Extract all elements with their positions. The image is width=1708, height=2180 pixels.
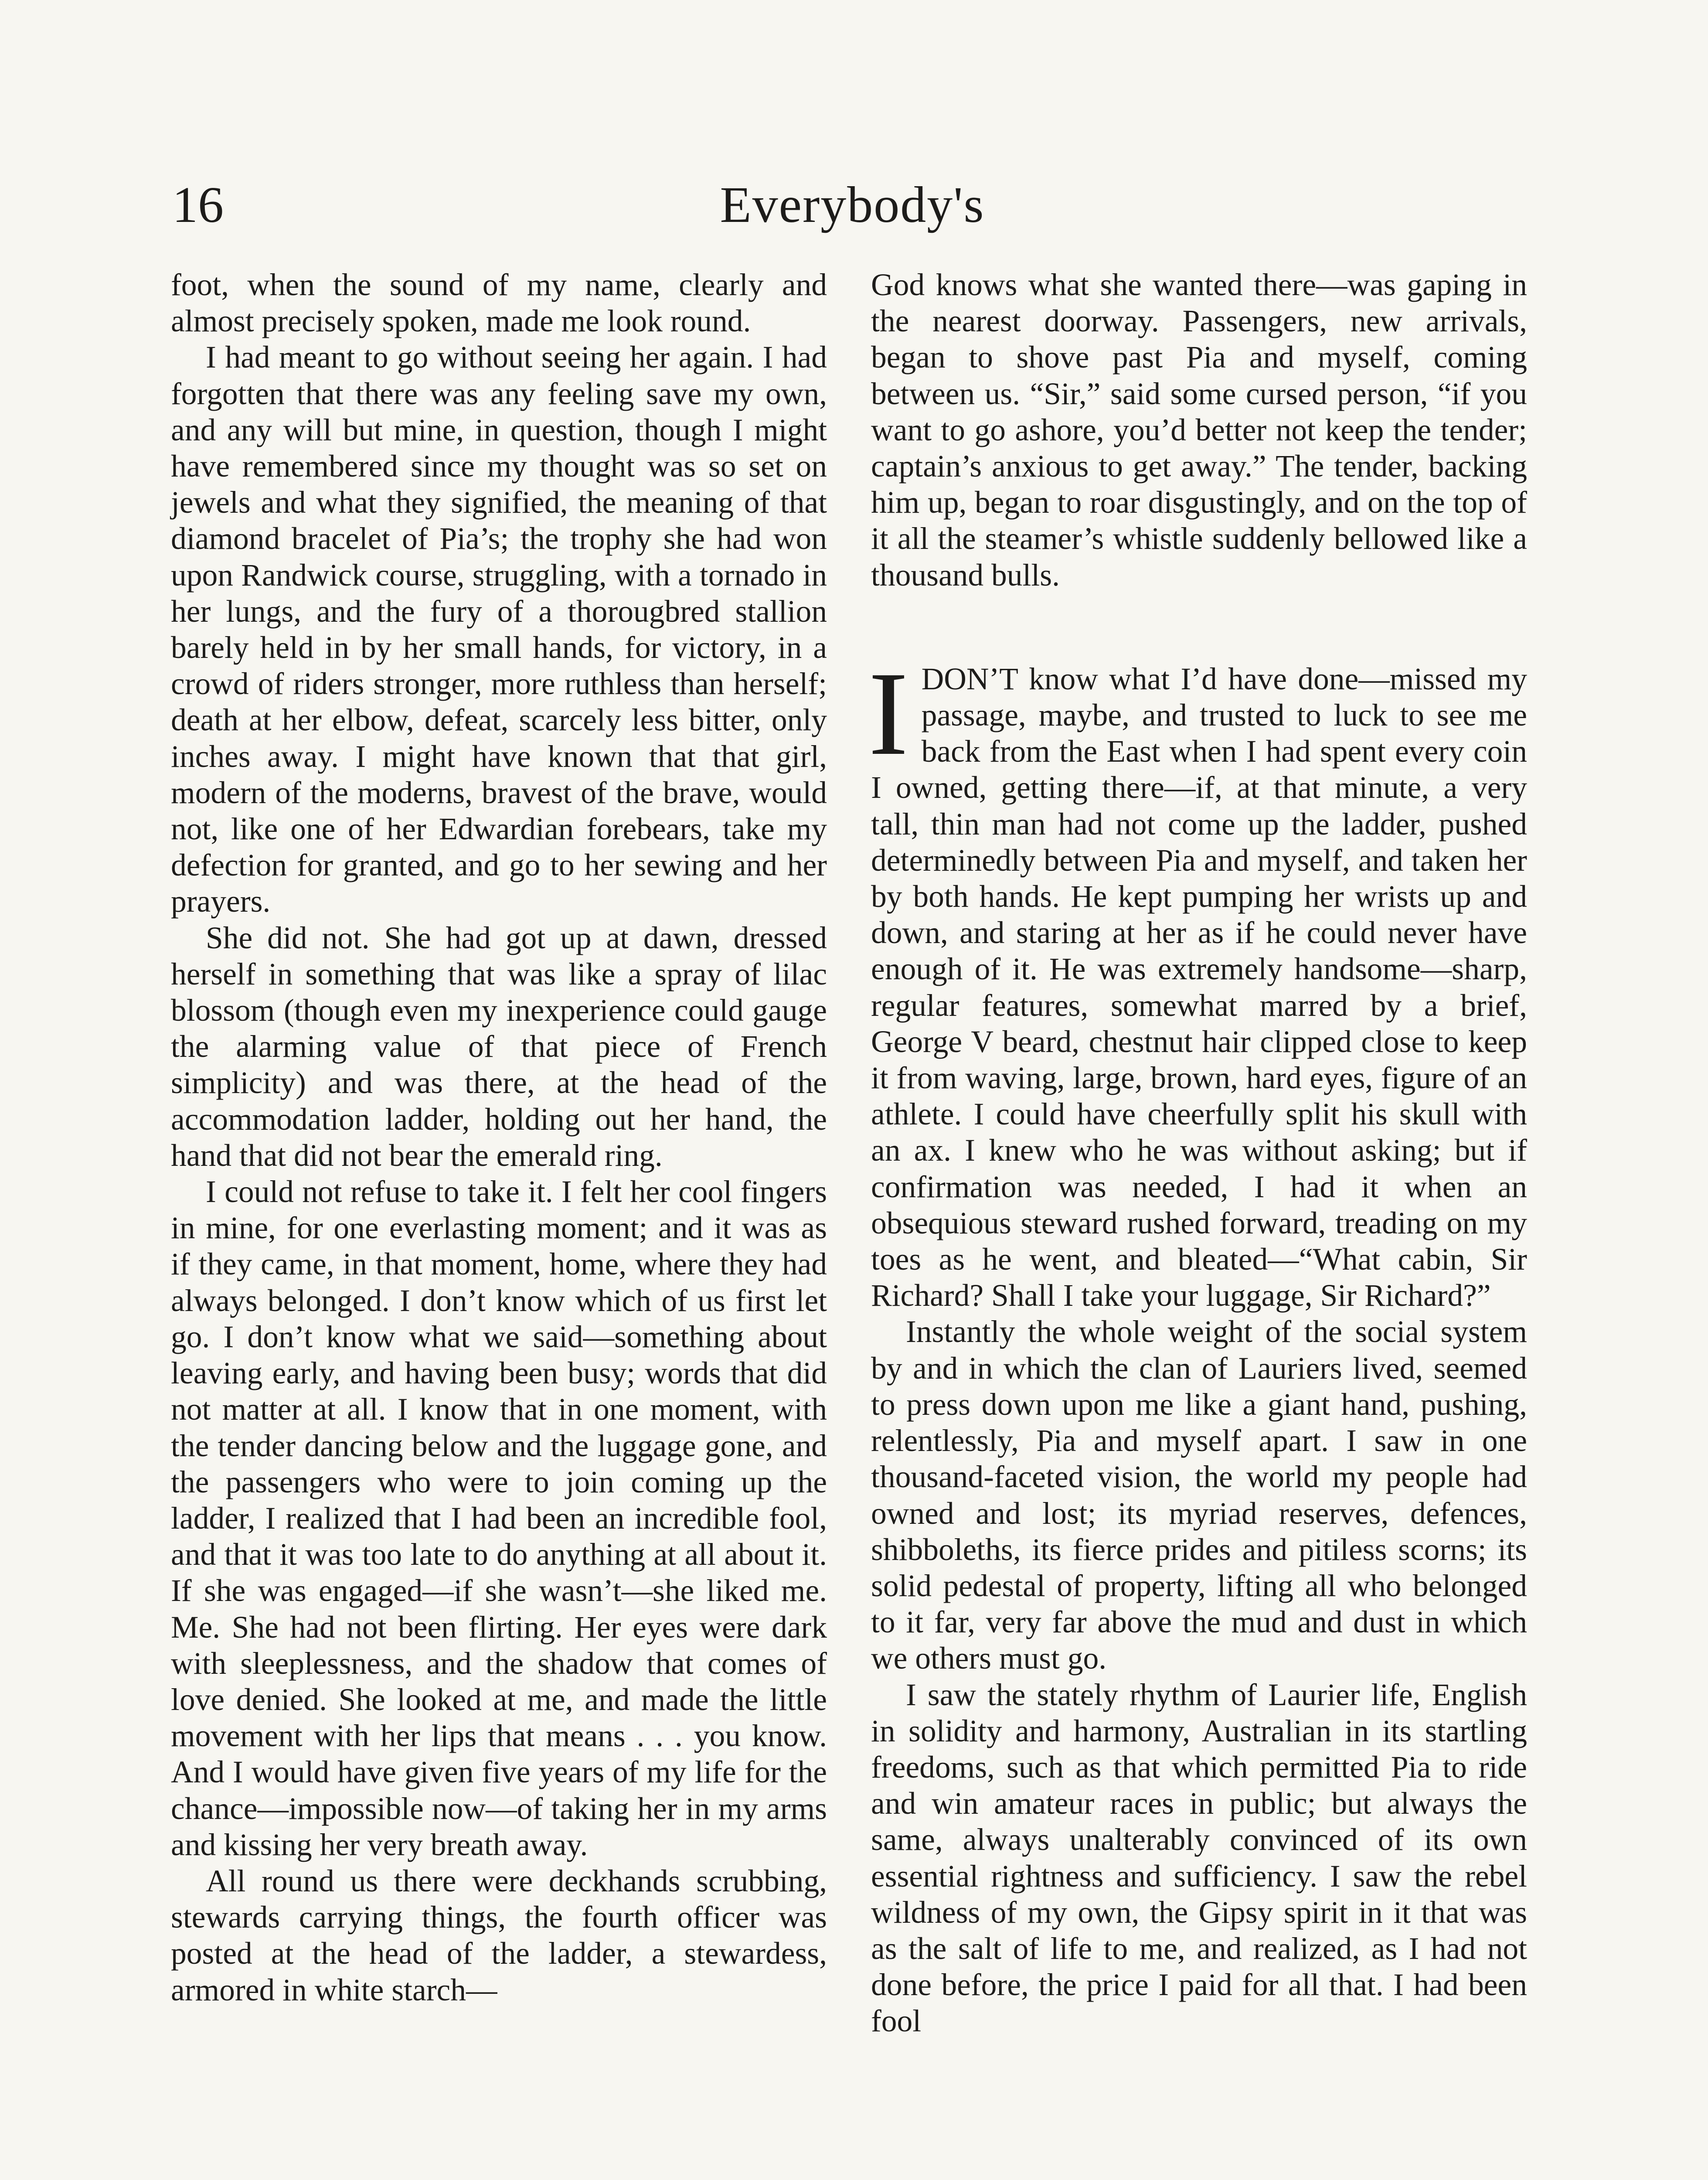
paragraph: God knows what she wanted there—was gaping in the nearest doorway. Passengers, new arrivals, began to shove past Pia and myself, coming between us. “Sir,” said some cursed person, “if you want to go ashore, you’d better not keep the tender; captain’s anxious to get away.” The tender, backing him up, began to roar disgustingly, and on the top of it all the steamer’s whistle suddenly bellowed like a thousand bulls. — [871, 268, 1527, 593]
paragraph: foot, when the sound of my name, clearly and almost precisely spoken, made me look round. — [171, 268, 827, 339]
page-header — [172, 172, 1532, 238]
paragraph: I saw the stately rhythm of Laurier life, English in solidity and harmony, Australian in its startling freedoms, such as that which permitted Pia to ride and win amateur races in public; but always the same, always unalterably convinced of its own essential rightness and sufficiency. I saw the rebel wildness of my own, the Gipsy spirit in it that was as the salt of life to me, and realized, as I had not done before, the price I paid for all that. I had been fool — [871, 1677, 1527, 2039]
section-lead-text: DON’T know what I’d have done—missed my passage, maybe, and trusted to luck to see me back from the East when I had spent every coin I owned, getting there—if, at that minute, a very tall, thin man had not come up the ladder, pushed determinedly between Pia and myself, and taken her by both hands. He kept pumping her wrists up and down, and staring at her as if he could never have enough of it. He was extremely handsome—sharp, regular features, somewhat marred by a brief, George V beard, chestnut hair clipped close to keep it from waving, large, brown, hard eyes, figure of an athlete. I could have cheerfully split his skull with an ax. I knew who he was without asking; but if confirmation was needed, I had it when an obsequious steward rushed forward, treading on my toes as he went, and bleated—“What cabin, Sir Richard? Shall I take your luggage, Sir Richard?” — [871, 661, 1527, 1313]
paragraph: She did not. She had got up at dawn, dressed herself in something that was like a spray of lilac blossom (though even my inexperience could gauge the alarming value of that piece of French simplicity) and was there, at the head of the accommodation ladder, holding out her hand, the hand that did not bear the emerald ring. — [171, 920, 827, 1173]
section-opening-paragraph — [868, 647, 1527, 1314]
paragraph: All round us there were deckhands scrubbing, stewards carrying things, the fourth officer was posted at the head of the ladder, a stewardess, armored in white starch— — [171, 1863, 827, 2007]
paragraph: Instantly the whole weight of the social system by and in which the clan of Lauriers lived, seemed to press down upon me like a giant hand, pushing, relentlessly, Pia and myself apart. I saw in one thousand-faceted vision, the world my people had owned and lost; its myriad reserves, defences, shibboleths, its fierce prides and pitiless scorns; its solid pedestal of property, lifting all who belonged to it far, very far above the mud and dust in which we others must go. — [871, 1315, 1527, 1676]
right-column — [868, 267, 1527, 2040]
drop-cap: I — [868, 647, 908, 780]
left-column — [171, 267, 827, 2008]
paragraph: I had meant to go without seeing her again. I had forgotten that there was any feeling save my own, and any will but mine, in question, though I might have remembered since my thought was so set on jewels and what they signified, the meaning of that diamond bracelet of Pia’s; the trophy she had won upon Randwick course, struggling, with a tornado in her lungs, and the fury of a thorougbred stallion barely held in by her small hands, for victory, in a crowd of riders stronger, more ruthless than herself; death at her elbow, defeat, scarcely less bitter, only inches away. I might have known that that girl, modern of the moderns, bravest of the brave, would not, like one of her Edwardian forebears, take my defection for granted, and go to her sewing and her prayers. — [171, 340, 827, 919]
magazine-title: Everybody's — [720, 176, 985, 233]
paragraph: I could not refuse to take it. I felt her cool fingers in mine, for one everlasting moment; and it was as if they came, in that moment, home, where they had always belonged. I don’t know which of us first let go. I don’t know what we said—something about leaving early, and having been busy; words that did not matter at all. I know that in one moment, with the tender dancing below and the luggage gone, and the passengers who were to join coming up the ladder, I realized that I had been an incredible fool, and that it was too late to do anything at all about it. If she was engaged—if she wasn’t—she liked me. Me. She had not been flirting. Her eyes were dark with sleeplessness, and the shadow that comes of love denied. She looked at me, and made the little movement with her lips that means . . . you know. And I would have given five years of my life for the chance—impossible now—of taking her in my arms and kissing her very breath away. — [171, 1175, 827, 1862]
page-number: 16 — [172, 176, 224, 233]
